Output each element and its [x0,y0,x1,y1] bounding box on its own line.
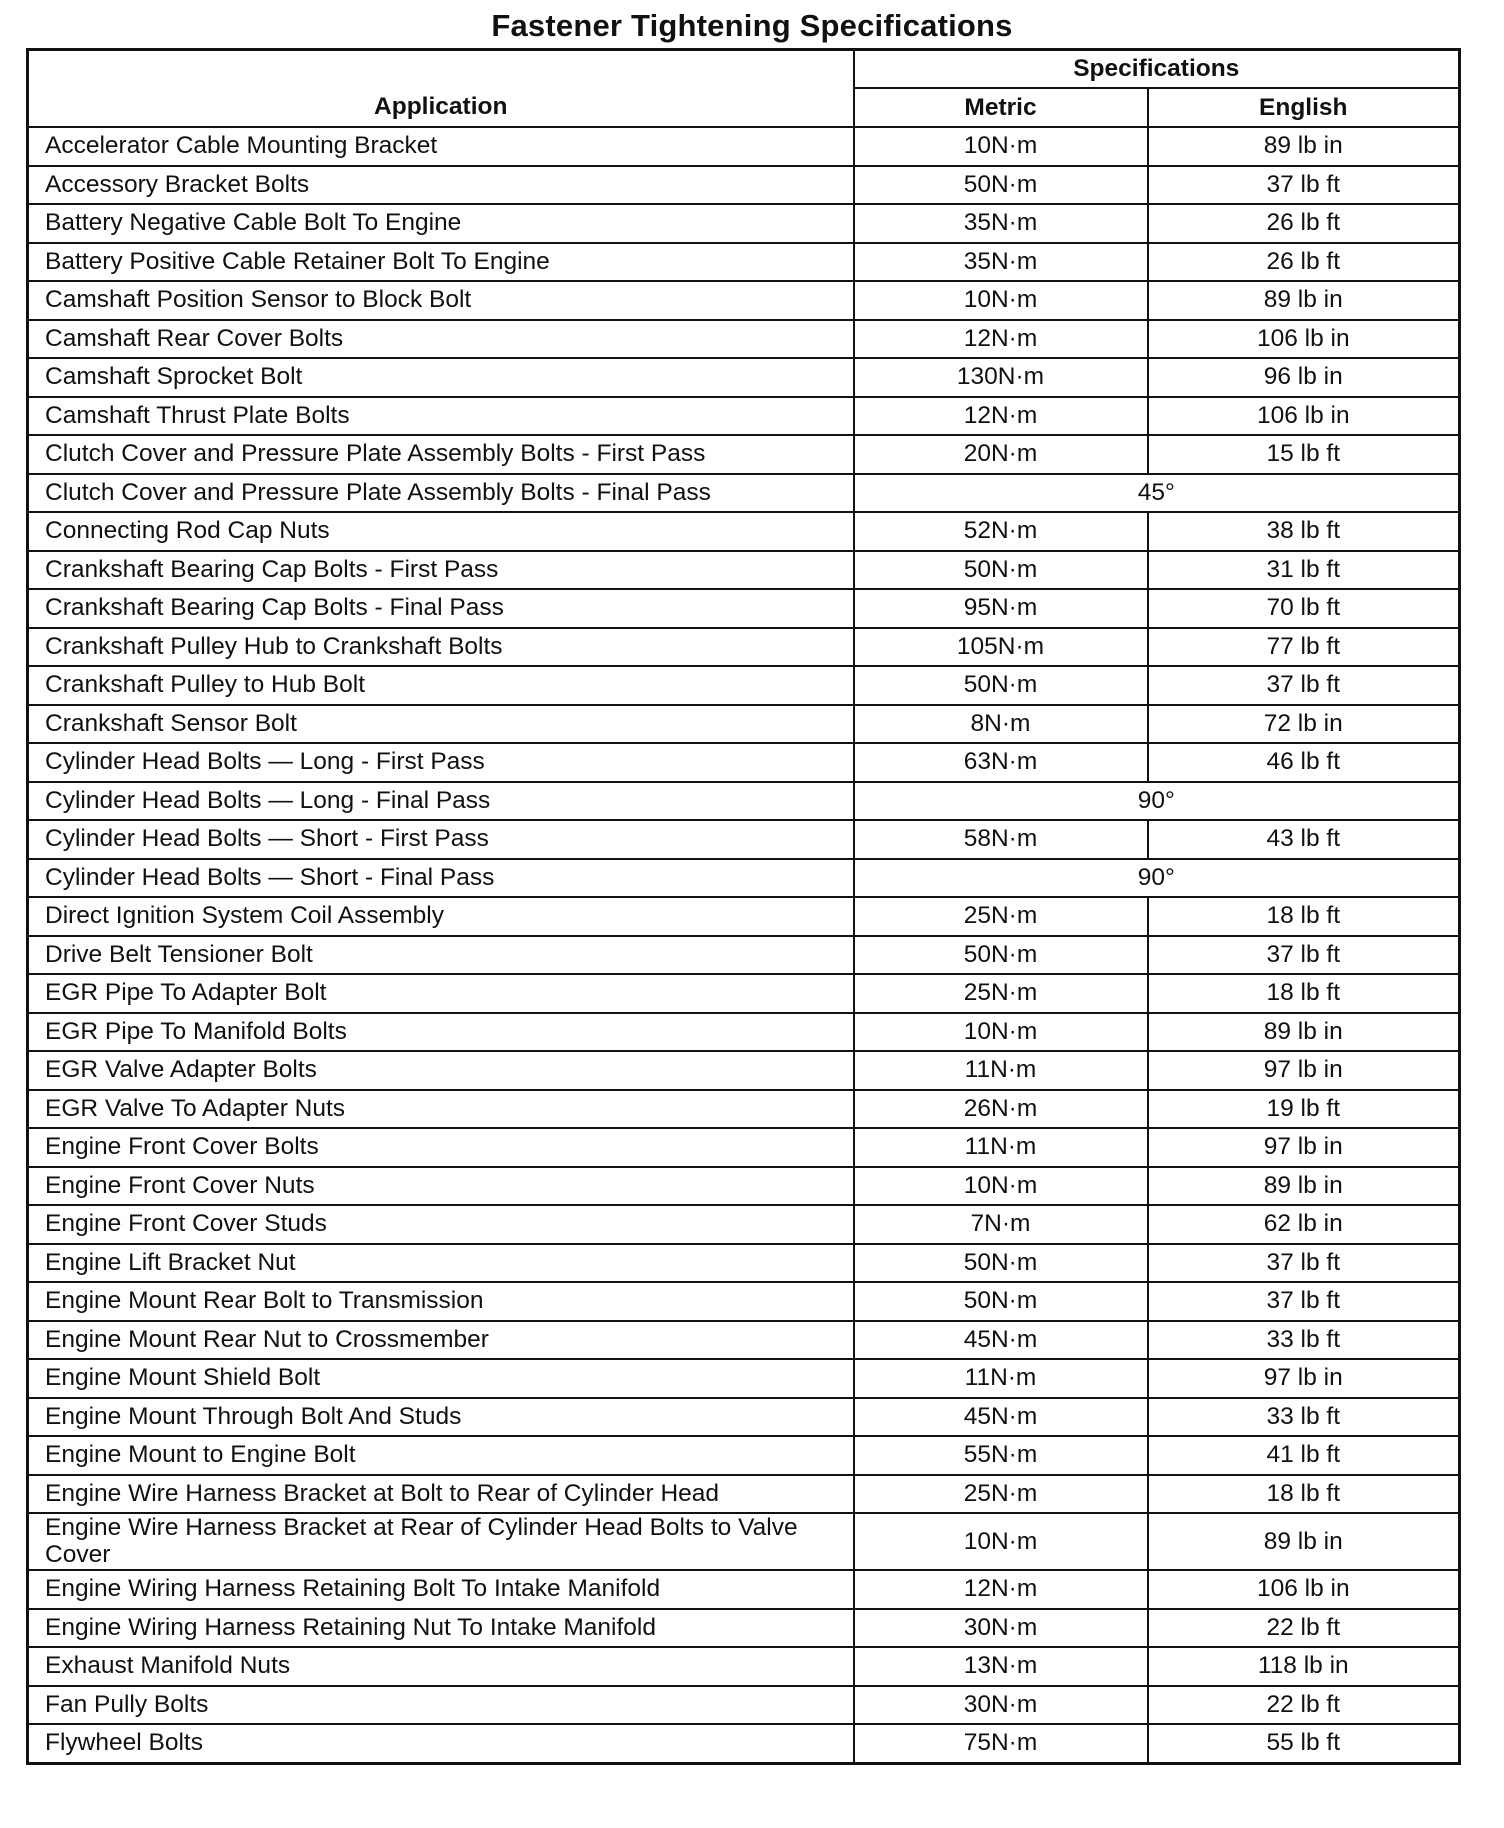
cell-application: Engine Wire Harness Bracket at Rear of Cylinder Head Bolts to Valve Cover [28,1513,854,1570]
cell-application: Battery Positive Cable Retainer Bolt To Engine [28,243,854,282]
table-row [28,1244,1460,1283]
cell-metric: 20N·m [854,435,1148,474]
cell-application: Exhaust Manifold Nuts [28,1647,854,1686]
cell-metric: 25N·m [854,974,1148,1013]
cell-application: Crankshaft Bearing Cap Bolts - First Pass [28,551,854,590]
cell-metric: 10N·m [854,1513,1148,1570]
cell-english: 89 lb in [1148,1013,1460,1052]
table-row [28,743,1460,782]
table-row [28,1475,1460,1514]
cell-metric: 50N·m [854,551,1148,590]
cell-metric: 30N·m [854,1686,1148,1725]
cell-metric: 7N·m [854,1205,1148,1244]
cell-application: Cylinder Head Bolts — Short - Final Pass [28,859,854,898]
table-row [28,936,1460,975]
cell-metric: 12N·m [854,320,1148,359]
table-row [28,1686,1460,1725]
table-row [28,666,1460,705]
cell-english: 106 lb in [1148,397,1460,436]
cell-metric: 95N·m [854,589,1148,628]
table-row [28,820,1460,859]
cell-application: Cylinder Head Bolts — Short - First Pass [28,820,854,859]
table-row [28,1128,1460,1167]
table-row [28,320,1460,359]
cell-english: 89 lb in [1148,281,1460,320]
cell-english: 38 lb ft [1148,512,1460,551]
table-row [28,243,1460,282]
table-row [28,435,1460,474]
cell-application: Clutch Cover and Pressure Plate Assembly Bolts - First Pass [28,435,854,474]
cell-application: Engine Mount Through Bolt And Studs [28,1398,854,1437]
cell-application: Engine Lift Bracket Nut [28,1244,854,1283]
cell-metric: 50N·m [854,666,1148,705]
cell-english: 106 lb in [1148,1570,1460,1609]
cell-application: Engine Front Cover Nuts [28,1167,854,1206]
cell-application: Fan Pully Bolts [28,1686,854,1725]
cell-application: Camshaft Sprocket Bolt [28,358,854,397]
cell-english: 22 lb ft [1148,1609,1460,1648]
cell-english: 37 lb ft [1148,1244,1460,1283]
table-row [28,589,1460,628]
cell-application: Engine Mount Rear Nut to Crossmember [28,1321,854,1360]
cell-metric: 63N·m [854,743,1148,782]
cell-english: 96 lb in [1148,358,1460,397]
cell-metric: 45N·m [854,1398,1148,1437]
cell-metric: 10N·m [854,1013,1148,1052]
cell-metric: 130N·m [854,358,1148,397]
cell-english: 118 lb in [1148,1647,1460,1686]
cell-application: Clutch Cover and Pressure Plate Assembly Bolts - Final Pass [28,474,854,513]
table-row [28,281,1460,320]
cell-english: 18 lb ft [1148,897,1460,936]
cell-english: 97 lb in [1148,1128,1460,1167]
cell-application: Engine Wire Harness Bracket at Bolt to Rear of Cylinder Head [28,1475,854,1514]
table-row [28,1090,1460,1129]
cell-application: Engine Mount to Engine Bolt [28,1436,854,1475]
table-row [28,1647,1460,1686]
cell-english: 55 lb ft [1148,1724,1460,1763]
table-row [28,204,1460,243]
table-row [28,551,1460,590]
cell-application: Crankshaft Pulley to Hub Bolt [28,666,854,705]
table-row [28,474,1460,513]
cell-metric: 13N·m [854,1647,1148,1686]
cell-application: Crankshaft Sensor Bolt [28,705,854,744]
table-row [28,1013,1460,1052]
cell-metric: 75N·m [854,1724,1148,1763]
cell-english: 70 lb ft [1148,589,1460,628]
cell-application: Drive Belt Tensioner Bolt [28,936,854,975]
table-row [28,1205,1460,1244]
table-row [28,705,1460,744]
table-row [28,1436,1460,1475]
cell-application: Cylinder Head Bolts — Long - Final Pass [28,782,854,821]
cell-application: EGR Valve Adapter Bolts [28,1051,854,1090]
cell-english: 18 lb ft [1148,1475,1460,1514]
cell-application: Direct Ignition System Coil Assembly [28,897,854,936]
table-row [28,628,1460,667]
cell-metric: 50N·m [854,1244,1148,1283]
cell-metric: 50N·m [854,166,1148,205]
cell-metric: 55N·m [854,1436,1148,1475]
cell-english: 62 lb in [1148,1205,1460,1244]
cell-application: Camshaft Rear Cover Bolts [28,320,854,359]
cell-metric: 30N·m [854,1609,1148,1648]
cell-english: 18 lb ft [1148,974,1460,1013]
cell-application: Camshaft Position Sensor to Block Bolt [28,281,854,320]
cell-english: 37 lb ft [1148,1282,1460,1321]
cell-application: Camshaft Thrust Plate Bolts [28,397,854,436]
cell-english: 97 lb in [1148,1051,1460,1090]
page-title: Fastener Tightening Specifications [491,8,1013,43]
cell-application: Accelerator Cable Mounting Bracket [28,127,854,166]
cell-application: Engine Mount Rear Bolt to Transmission [28,1282,854,1321]
cell-angle: 90° [854,859,1460,898]
cell-metric: 50N·m [854,936,1148,975]
cell-english: 22 lb ft [1148,1686,1460,1725]
cell-metric: 25N·m [854,1475,1148,1514]
cell-english: 31 lb ft [1148,551,1460,590]
table-row [28,1513,1460,1570]
cell-application: Engine Wiring Harness Retaining Bolt To Intake Manifold [28,1570,854,1609]
column-header-english: English [1148,88,1460,127]
cell-application: EGR Pipe To Manifold Bolts [28,1013,854,1052]
table-body [28,127,1460,1763]
table-row [28,512,1460,551]
cell-application: Engine Front Cover Bolts [28,1128,854,1167]
table-row [28,1359,1460,1398]
cell-english: 89 lb in [1148,1167,1460,1206]
table-row [28,1570,1460,1609]
cell-english: 37 lb ft [1148,666,1460,705]
cell-application: Engine Wiring Harness Retaining Nut To Intake Manifold [28,1609,854,1648]
cell-english: 89 lb in [1148,127,1460,166]
table-row [28,1724,1460,1763]
cell-metric: 52N·m [854,512,1148,551]
cell-metric: 50N·m [854,1282,1148,1321]
cell-metric: 12N·m [854,1570,1148,1609]
cell-metric: 11N·m [854,1359,1148,1398]
cell-metric: 35N·m [854,204,1148,243]
table-row [28,859,1460,898]
table-row [28,897,1460,936]
column-header-metric: Metric [854,88,1148,127]
column-header-application: Application [28,50,854,128]
cell-english: 77 lb ft [1148,628,1460,667]
cell-english: 33 lb ft [1148,1398,1460,1437]
cell-application: Cylinder Head Bolts — Long - First Pass [28,743,854,782]
cell-metric: 25N·m [854,897,1148,936]
cell-english: 46 lb ft [1148,743,1460,782]
column-header-specifications: Specifications [854,50,1460,89]
cell-application: Battery Negative Cable Bolt To Engine [28,204,854,243]
cell-english: 26 lb ft [1148,204,1460,243]
table-row [28,1609,1460,1648]
cell-metric: 11N·m [854,1128,1148,1167]
cell-application: Accessory Bracket Bolts [28,166,854,205]
cell-angle: 45° [854,474,1460,513]
cell-application: Crankshaft Pulley Hub to Crankshaft Bolts [28,628,854,667]
cell-english: 43 lb ft [1148,820,1460,859]
cell-angle: 90° [854,782,1460,821]
cell-metric: 10N·m [854,127,1148,166]
cell-application: Crankshaft Bearing Cap Bolts - Final Pass [28,589,854,628]
cell-application: Flywheel Bolts [28,1724,854,1763]
cell-application: EGR Valve To Adapter Nuts [28,1090,854,1129]
cell-application: Engine Mount Shield Bolt [28,1359,854,1398]
cell-english: 15 lb ft [1148,435,1460,474]
table-row [28,782,1460,821]
cell-english: 19 lb ft [1148,1090,1460,1129]
table-row [28,1398,1460,1437]
cell-metric: 8N·m [854,705,1148,744]
table-row [28,1167,1460,1206]
cell-english: 41 lb ft [1148,1436,1460,1475]
cell-english: 33 lb ft [1148,1321,1460,1360]
table-row [28,127,1460,166]
cell-english: 37 lb ft [1148,936,1460,975]
cell-english: 97 lb in [1148,1359,1460,1398]
fastener-spec-table [26,48,1461,1765]
cell-metric: 11N·m [854,1051,1148,1090]
cell-english: 26 lb ft [1148,243,1460,282]
table-row [28,974,1460,1013]
cell-metric: 105N·m [854,628,1148,667]
cell-english: 106 lb in [1148,320,1460,359]
cell-metric: 58N·m [854,820,1148,859]
cell-metric: 45N·m [854,1321,1148,1360]
table-row [28,358,1460,397]
cell-metric: 35N·m [854,243,1148,282]
table-row [28,397,1460,436]
cell-english: 37 lb ft [1148,166,1460,205]
table-row [28,1282,1460,1321]
table-row [28,166,1460,205]
cell-metric: 10N·m [854,281,1148,320]
cell-metric: 12N·m [854,397,1148,436]
table-row [28,1321,1460,1360]
cell-english: 72 lb in [1148,705,1460,744]
cell-english: 89 lb in [1148,1513,1460,1570]
cell-application: Connecting Rod Cap Nuts [28,512,854,551]
table-row [28,1051,1460,1090]
cell-metric: 26N·m [854,1090,1148,1129]
cell-metric: 10N·m [854,1167,1148,1206]
cell-application: Engine Front Cover Studs [28,1205,854,1244]
cell-application: EGR Pipe To Adapter Bolt [28,974,854,1013]
